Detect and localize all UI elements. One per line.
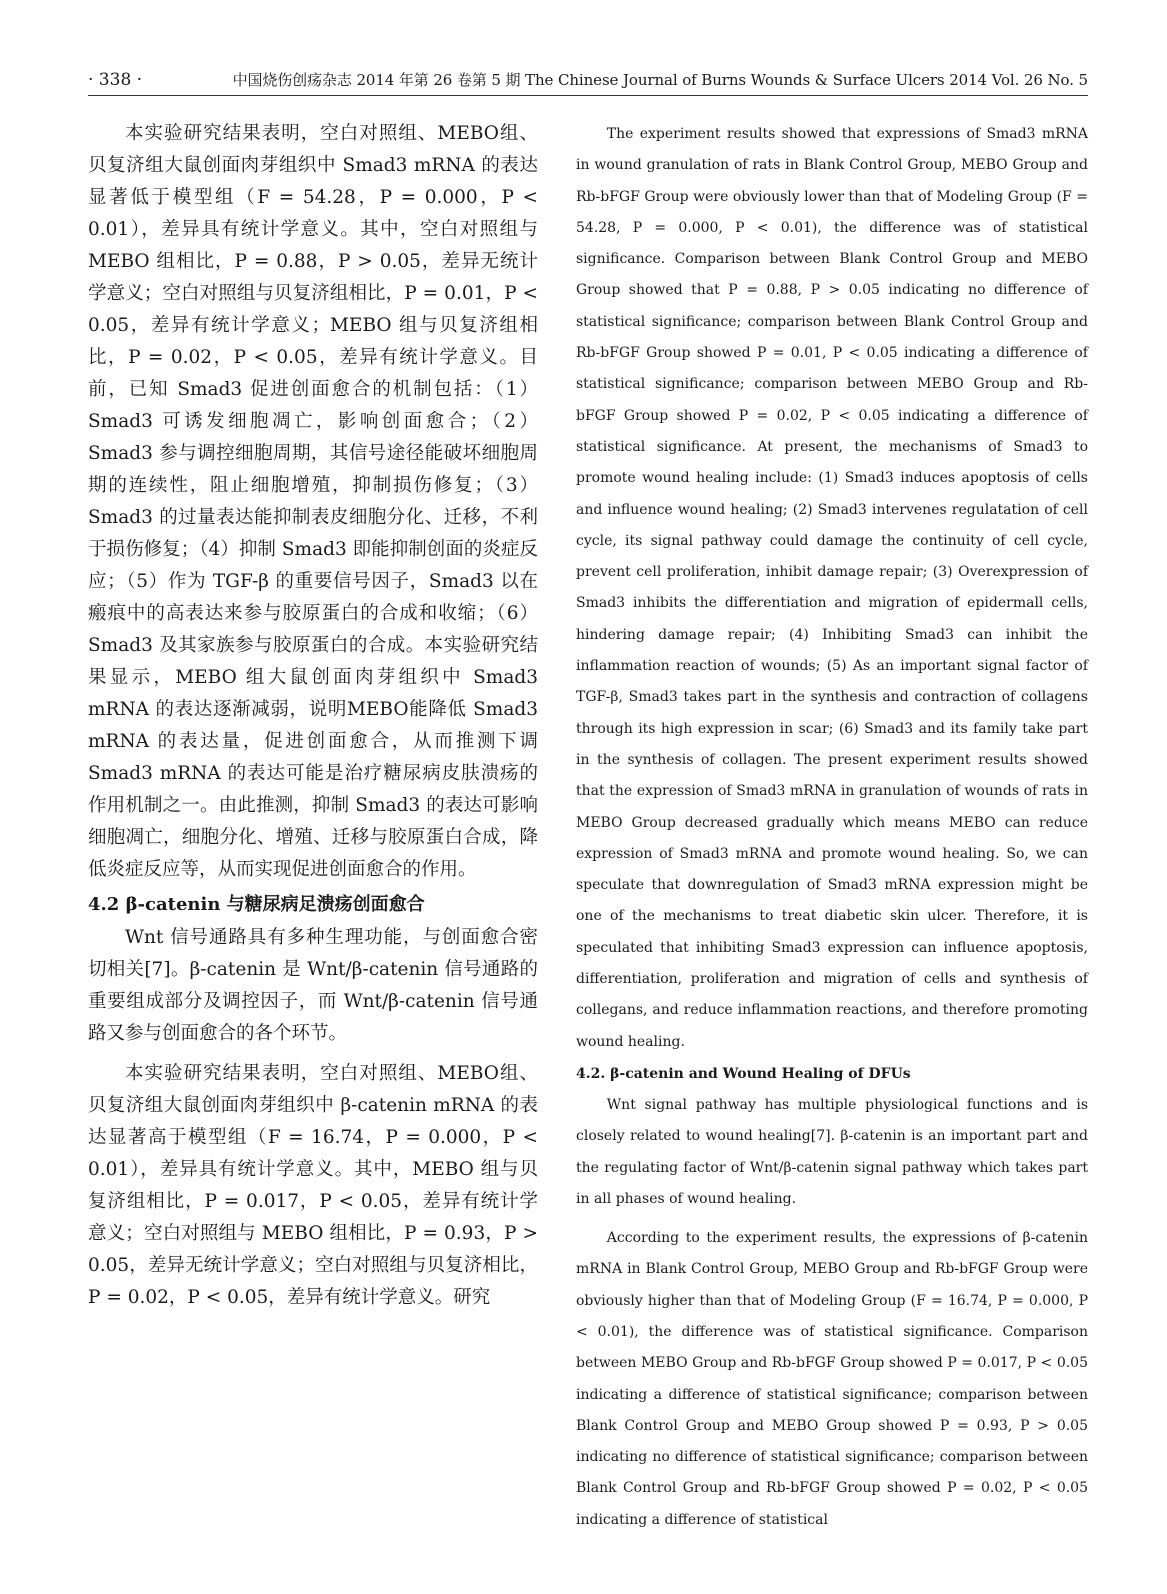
header-rule [88,95,1088,96]
cn-paragraph-smad3: 本实验研究结果表明，空白对照组、MEBO组、贝复济组大鼠创面肉芽组织中 Smad3 mRNA 的表达显著低于模型组（F = 54.28，P = 0.000，P < 0.01），差异具有统计学意义。其中，空白对照组与 MEBO 组相比，P = 0.88，P > 0.05，差异无统计学意义；空白对照组与贝复济组相比，P = 0.01，P < 0.05，差异有统计学意义；MEBO 组与贝复济组相比，P = 0.02，P < 0.05，差异有统计学意义。目前，已知 Smad3 促进创面愈合的机制包括：（1）Smad3 可诱发细胞凋亡，影响创面愈合；（2）Smad3 参与调控细胞周期，其信号途径能破坏细胞周期的连续性，阻止细胞增殖，抑制损伤修复；（3）Smad3 的过量表达能抑制表皮细胞分化、迁移，不利于损伤修复；（4）抑制 Smad3 即能抑制创面的炎症反应；（5）作为 TGF-β 的重要信号因子，Smad3 以在瘢痕中的高表达来参与胶原蛋白的合成和收缩；（6）Smad3 及其家族参与胶原蛋白的合成。本实验研究结果显示，MEBO 组大鼠创面肉芽组织中 Smad3 mRNA 的表达逐渐减弱，说明MEBO能降低 Smad3 mRNA 的表达量，促进创面愈合，从而推测下调 Smad3 mRNA 的表达可能是治疗糖尿病皮肤溃疡的作用机制之一。由此推测，抑制 Smad3 的表达可影响细胞凋亡，细胞分化、增殖、迁移与胶原蛋白合成，降低炎症反应等，从而实现促进创面愈合的作用。 [88,123,538,880]
en-paragraph-beta-catenin: According to the experiment results, the expressions of β-catenin mRNA in Blank Control Group, MEBO Group and Rb-bFGF Group were obviously higher than that of Modeling Group (F = 16.74, P = 0.000, P < 0.01), the difference was of statistical significance. Comparison between MEBO Group and Rb-bFGF Group showed P = 0.017, P < 0.05 indicating a difference of statistical significance; comparison between Blank Control Group and MEBO Group showed P = 0.93, P > 0.05 indicating no difference of statistical significance; comparison between Blank Control Group and Rb-bFGF Group showed P = 0.02, P < 0.05 indicating a difference of statistical [576,1230,1088,1528]
journal-title: 中国烧伤创疡杂志 2014 年第 26 卷第 5 期 The Chinese Journal of Burns Wounds & Surface Ulcers 2014 Vol. 26 No. 5 [232,71,1088,89]
running-header [88,68,1088,94]
en-paragraph-wnt: Wnt signal pathway has multiple physiological functions and is closely related to wound healing[7]. β-catenin is an important part and the regulating factor of Wnt/β-catenin signal pathway which takes part in all phases of wound healing. [576,1096,1088,1207]
en-section-heading-4-2: 4.2. β-catenin and Wound Healing of DFUs [576,1065,911,1082]
page-number: · 338 · [88,70,143,90]
en-paragraph-smad3: The experiment results showed that expressions of Smad3 mRNA in wound granulation of rats in Blank Control Group, MEBO Group and Rb-bFGF Group were obviously lower than that of Modeling Group (F = 54.28, P = 0.000, P < 0.01), the difference was of statistical significance. Comparison between Blank Control Group and MEBO Group showed that P = 0.88, P > 0.05 indicating no difference of statistical significance; comparison between Blank Control Group and Rb-bFGF Group showed P = 0.01, P < 0.05 indicating a difference of statistical significance; comparison between MEBO Group and Rb-bFGF Group showed P = 0.02, P < 0.05 indicating a difference of statistical significance. At present, the mechanisms of Smad3 to promote wound healing include: (1) Smad3 induces apoptosis of cells and influence wound healing; (2) Smad3 intervenes regulatation of cell cycle, its signal pathway could damage the continuity of cell cycle, prevent cell proliferation, inhibit damage repair; (3) Overexpression of Smad3 inhibits the differentiation and migration of epidermall cells, hindering damage repair; (4) Inhibiting Smad3 can inhibit the inflammation reaction of wounds; (5) As an important signal factor of TGF-β, Smad3 takes part in the synthesis and contraction of collagens through its high expression in scar; (6) Smad3 and its family take part in the synthesis of collagen. The present experiment results showed that the expression of Smad3 mRNA in granulation of wounds of rats in MEBO Group decreased gradually which means MEBO can reduce expression of Smad3 mRNA and promote wound healing. So, we can speculate that downregulation of Smad3 mRNA expression might be one of the mechanisms to treat diabetic skin ulcer. Therefore, it is speculated that inhibiting Smad3 expression can influence apoptosis, differentiation, proliferation and migration of cells and synthesis of collegans, and reduce inflammation reactions, and therefore promoting wound healing. [576,126,1088,1050]
cn-paragraph-wnt: Wnt 信号通路具有多种生理功能，与创面愈合密切相关[7]。β-catenin 是 Wnt/β-catenin 信号通路的重要组成部分及调控因子，而 Wnt/β-catenin 信号通路又参与创面愈合的各个环节。 [88,927,538,1044]
chinese-column [88,118,538,1314]
cn-section-heading-4-2: 4.2 β-catenin 与糖尿病足溃疡创面愈合 [88,894,425,915]
english-column [576,119,1088,1536]
cn-paragraph-beta-catenin: 本实验研究结果表明，空白对照组、MEBO组、贝复济组大鼠创面肉芽组织中 β-catenin mRNA 的表达显著高于模型组（F = 16.74，P = 0.000，P < 0.01），差异具有统计学意义。其中，MEBO 组与贝复济组相比，P = 0.017，P < 0.05，差异有统计学意义；空白对照组与 MEBO 组相比，P = 0.93，P > 0.05，差异无统计学意义；空白对照组与贝复济相比，P = 0.02，P < 0.05，差异有统计学意义。研究 [88,1063,538,1308]
